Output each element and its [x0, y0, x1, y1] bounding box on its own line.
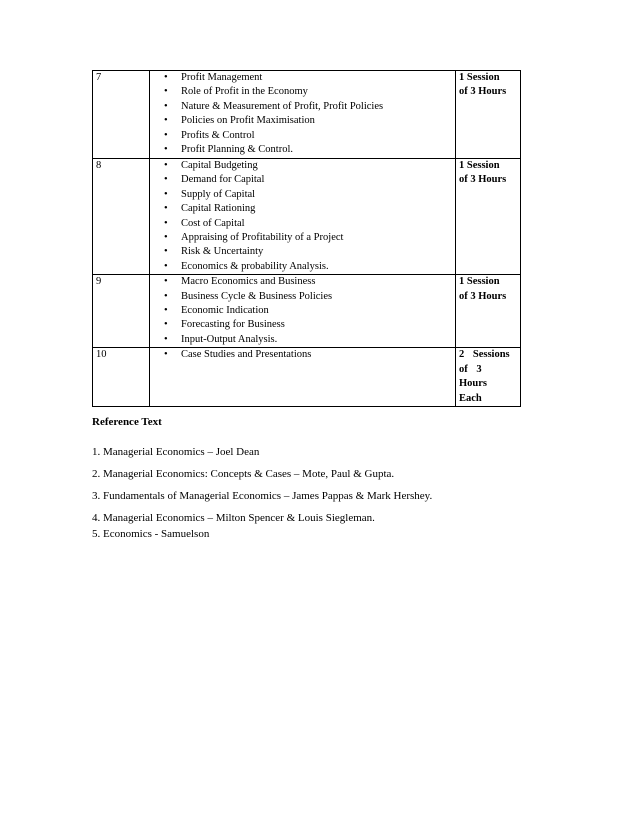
session-number: 10: [93, 348, 150, 407]
bullet-icon: •: [164, 349, 168, 361]
bullet-icon: •: [164, 217, 168, 229]
list-item: • Cost of Capital: [153, 217, 452, 231]
list-item: • Profit Management: [153, 71, 452, 85]
bullet-icon: •: [164, 319, 168, 331]
list-item: • Supply of Capital: [153, 188, 452, 202]
bullet-icon: •: [164, 160, 168, 171]
session-duration: 1 Session of 3 Hours: [456, 71, 521, 159]
bullet-icon: •: [164, 100, 168, 112]
topics-cell: [150, 159, 456, 275]
list-item: • Role of Profit in the Economy: [153, 85, 452, 99]
bullet-icon: •: [164, 188, 168, 200]
bullet-icon: •: [164, 246, 168, 258]
session-number: 9: [93, 275, 150, 348]
list-item: • Profit Planning & Control.: [153, 143, 452, 157]
list-item: • Risk & Uncertainty: [153, 245, 452, 259]
reference-item: 4. Managerial Economics – Milton Spencer & Louis Siegleman.: [92, 512, 375, 524]
bullet-icon: •: [164, 129, 168, 141]
list-item: • Profits & Control: [153, 129, 452, 143]
list-item: • Economics & probability Analysis.: [153, 260, 452, 274]
list-item: • Capital Budgeting: [153, 159, 452, 173]
table-row: [93, 348, 521, 407]
list-item: • Appraising of Profitability of a Project: [153, 231, 452, 245]
bullet-icon: •: [164, 115, 168, 127]
bullet-icon: •: [164, 86, 168, 98]
bullet-icon: •: [164, 174, 168, 186]
reference-item: 3. Fundamentals of Managerial Economics – James Pappas & Mark Hershey.: [92, 490, 433, 502]
bullet-icon: •: [164, 260, 168, 272]
session-duration: 1 Session of 3 Hours: [456, 275, 521, 348]
list-item: • Demand for Capital: [153, 173, 452, 187]
bullet-icon: •: [164, 305, 168, 317]
session-duration: 1 Session of 3 Hours: [456, 159, 521, 275]
topics-cell: [150, 71, 456, 159]
list-item: • Forecasting for Business: [153, 318, 452, 332]
reference-item: 1. Managerial Economics – Joel Dean: [92, 446, 260, 458]
bullet-icon: •: [164, 333, 168, 345]
syllabus-table: [92, 70, 521, 407]
list-item: • Input-Output Analysis.: [153, 333, 452, 347]
reference-item: 2. Managerial Economics: Concepts & Cases – Mote, Paul & Gupta.: [92, 468, 395, 480]
session-number: 8: [93, 159, 150, 275]
list-item: • Macro Economics and Business: [153, 275, 452, 289]
list-item: • Policies on Profit Maximisation: [153, 114, 452, 128]
list-item: • Business Cycle & Business Policies: [153, 290, 452, 304]
table-row: [93, 71, 521, 159]
list-item: • Capital Rationing: [153, 202, 452, 216]
bullet-icon: •: [164, 276, 168, 288]
session-duration: 2 Sessions of 3 Hours Each: [456, 348, 521, 407]
table-row: [93, 159, 521, 275]
bullet-icon: •: [164, 144, 168, 156]
reference-title: Reference Text: [92, 416, 162, 428]
bullet-icon: •: [164, 232, 168, 244]
session-number: 7: [93, 71, 150, 159]
list-item: • Case Studies and Presentations: [153, 348, 452, 362]
list-item: • Nature & Measurement of Profit, Profit Policies: [153, 100, 452, 114]
topics-cell: [150, 275, 456, 348]
list-item: • Economic Indication: [153, 304, 452, 318]
topics-cell: [150, 348, 456, 407]
table-row: [93, 275, 521, 348]
reference-item: 5. Economics - Samuelson: [92, 528, 210, 540]
bullet-icon: •: [164, 290, 168, 302]
bullet-icon: •: [164, 72, 168, 83]
bullet-icon: •: [164, 203, 168, 215]
